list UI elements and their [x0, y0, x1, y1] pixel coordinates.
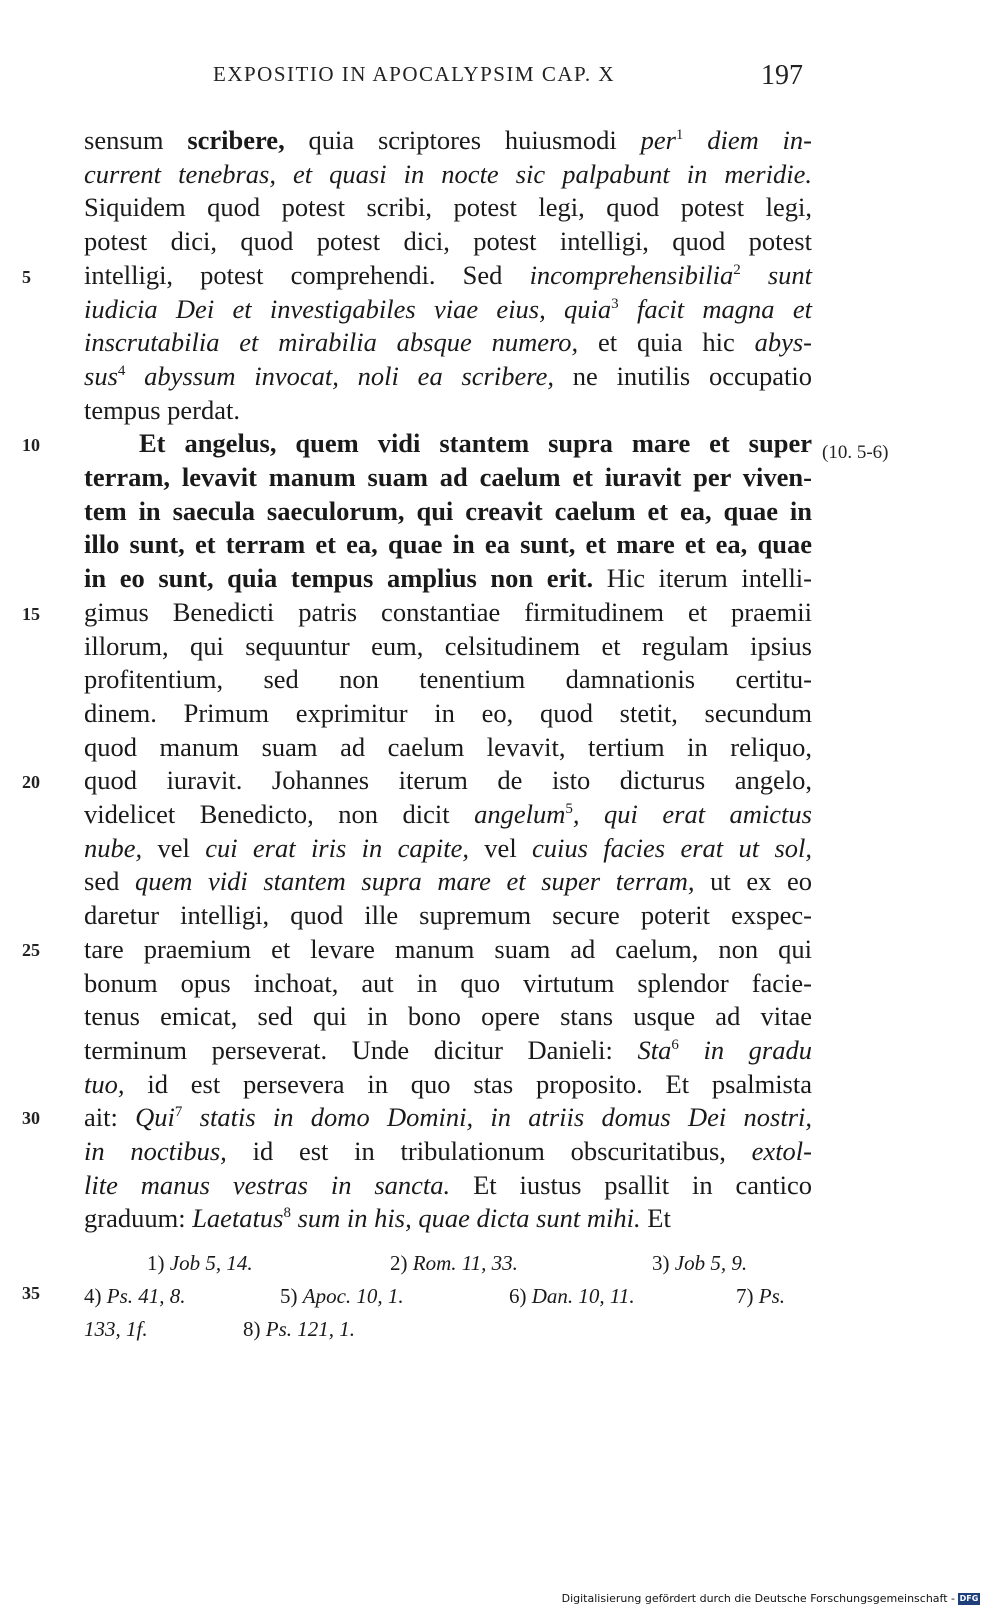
line-number: 10 [22, 435, 40, 455]
text-line [84, 561, 812, 595]
text-run: vel [142, 832, 206, 863]
line-number: 20 [22, 772, 40, 792]
text-run: daretur intelligi, quod ille supremum secure poterit exspec- [84, 900, 812, 931]
footnote: 5) Apoc. 10, 1. [280, 1284, 404, 1308]
text-run: dinem. Primum exprimitur in eo, quod stetit, secundum [84, 697, 812, 728]
text-line [84, 763, 812, 797]
text-run: Sta [637, 1034, 672, 1065]
text-line [84, 190, 812, 224]
text-run: Qui [135, 1102, 175, 1133]
text-run: vel [468, 832, 533, 863]
text-run: abys- [754, 327, 812, 358]
text-run: sus [84, 360, 118, 391]
text-run: ut ex eo [694, 866, 813, 897]
text-run: sed [84, 866, 135, 897]
text-run: current tenebras, et quasi in nocte sic palpabunt in meridie. [84, 158, 812, 189]
text-run: diem in- [683, 125, 812, 155]
text-run: Laetatus [192, 1203, 284, 1234]
text-run: scribere, [187, 125, 285, 155]
text-line [84, 595, 812, 629]
text-run: lite manus vestras in sancta. [84, 1169, 451, 1200]
text-run: tempus perdat. [84, 394, 241, 425]
text-line [84, 157, 812, 191]
footnote: 3) Job 5, 9. [652, 1251, 748, 1275]
text-run: iudicia Dei et investigabiles viae eius, quia [84, 293, 612, 324]
text-line [84, 460, 812, 494]
text-run: quia scriptores huiusmodi [284, 125, 641, 155]
text-run: Siquidem quod potest scribi, potest legi, quod potest legi, [84, 192, 812, 223]
text-line [84, 1033, 812, 1067]
text-run: Et [640, 1203, 671, 1234]
text-run: intelligi, potest comprehendi. Sed [84, 259, 530, 290]
text-line [84, 696, 812, 730]
text-run: graduum: [84, 1203, 193, 1234]
text-run: ne inutilis occupatio [553, 360, 812, 391]
text-run: Hic iterum intelli- [593, 563, 812, 594]
text-run: illo sunt, et terram et ea, quae in ea sunt, et mare et ea, quae [84, 529, 812, 560]
text-run: ait: [84, 1102, 136, 1133]
credit-text: Digitalisierung gefördert durch die Deutsche Forschungsgemeinschaft - [561, 1592, 955, 1605]
text-line [84, 1134, 812, 1168]
line-number: 30 [22, 1108, 40, 1128]
text-run: et quia hic [578, 327, 755, 358]
footnote-marker: 1 [675, 127, 684, 144]
text-run: Et iustus psallit in cantico [450, 1169, 812, 1200]
text-run: inscrutabilia et mirabilia absque numero, [84, 327, 579, 358]
text-line [84, 999, 812, 1033]
footnote-marker: 7 [174, 1104, 183, 1121]
footnote-marker: 6 [671, 1037, 679, 1054]
text-run: Et angelus, quem vidi stantem supra mare et super [139, 428, 812, 459]
text-line [84, 864, 812, 898]
footnote-marker: 2 [733, 261, 741, 278]
text-run: terminum perseverat. Unde dicitur Danieli: [84, 1034, 638, 1065]
text-line [84, 325, 812, 359]
footnote-marker: 8 [283, 1205, 291, 1222]
text-line [84, 1100, 812, 1134]
text-line [84, 123, 812, 157]
text-line [84, 932, 812, 966]
text-run: nube, [84, 832, 143, 863]
text-run: potest dici, quod potest dici, potest intelligi, quod potest [84, 226, 812, 257]
text-run: tuo, [84, 1068, 125, 1099]
text-line [84, 494, 812, 528]
text-line [84, 662, 812, 696]
page-number: 197 [761, 60, 803, 91]
text-run: cui erat iris in capite, [205, 832, 469, 863]
line-number: 35 [22, 1283, 40, 1303]
text-run: , qui erat amictus [572, 799, 812, 829]
text-line [84, 527, 812, 561]
text-run: bonum opus inchoat, aut in quo virtutum splendor facie- [84, 967, 812, 998]
text-run: quod manum suam ad caelum levavit, tertium in reliquo, [84, 731, 812, 762]
text-run: illorum, qui sequuntur eum, celsitudinem et regulam ipsius [84, 630, 812, 661]
digitization-credit [562, 1592, 980, 1605]
text-run: in gradu [678, 1034, 812, 1065]
dfg-logo: DFG [959, 1593, 979, 1603]
text-run: angelum [474, 799, 566, 829]
footnote: 6) Dan. 10, 11. [509, 1284, 635, 1308]
text-run: incomprehensibilia [529, 259, 734, 290]
footnote: 8) Ps. 121, 1. [243, 1317, 355, 1341]
text-line [84, 1168, 812, 1202]
text-run: id est in tribulationum obscuritatibus, [226, 1136, 752, 1166]
text-line [84, 224, 812, 258]
text-line [84, 258, 812, 292]
text-run: tem in saecula saeculorum, qui creavit caelum et ea, quae in [84, 495, 812, 526]
line-number: 25 [22, 940, 40, 960]
text-run: sum in his, quae dicta sunt mihi. [290, 1203, 641, 1234]
text-run: abyssum invocat, noli ea scribere, [125, 360, 554, 391]
text-line [84, 730, 812, 764]
text-run: gimus Benedicti patris constantiae firmitudinem et praemii [84, 596, 812, 627]
text-line [84, 359, 812, 393]
text-run: tenus emicat, sed qui in bono opere stans usque ad vitae [84, 1001, 812, 1032]
text-line [84, 1067, 812, 1101]
text-line [84, 1201, 812, 1235]
text-line [84, 831, 812, 865]
text-run: sunt [740, 259, 812, 290]
text-line [84, 426, 812, 460]
text-run: in noctibus, [84, 1136, 227, 1166]
footnote: 7) Ps. [736, 1284, 785, 1308]
footnote-marker: 3 [611, 295, 619, 312]
line-number: 15 [22, 604, 40, 624]
margin-reference: (10. 5-6) [822, 442, 889, 463]
text-run: per [640, 125, 676, 155]
footnote: 2) Rom. 11, 33. [390, 1251, 518, 1275]
text-run: facit magna et [618, 293, 812, 324]
text-run: tare praemium et levare manum suam ad caelum, non qui [84, 933, 812, 964]
text-run: quod iuravit. Johannes iterum de isto dicturus angelo, [84, 765, 812, 796]
text-run: profitentium, sed non tenentium damnationis certitu- [84, 664, 812, 695]
running-title: EXPOSITIO IN APOCALYPSIM CAP. X [213, 62, 616, 86]
text-line [84, 393, 812, 427]
footnote-marker: 5 [565, 801, 573, 818]
line-number: 5 [22, 267, 31, 287]
text-run: sensum [84, 125, 188, 155]
footnote-marker: 4 [117, 363, 126, 380]
text-run: statis in domo Domini, in atriis domus Dei nostri, [182, 1102, 812, 1133]
text-line [84, 797, 812, 831]
text-run: videlicet Benedicto, non dicit [84, 799, 475, 829]
text-line [84, 966, 812, 1000]
text-run: terram, levavit manum suam ad caelum et iuravit per viven- [84, 462, 812, 492]
text-run: in eo sunt, quia tempus amplius non erit. [84, 563, 594, 594]
text-run: quem vidi stantem supra mare et super terram, [134, 866, 695, 897]
text-run: cuius facies erat ut sol, [532, 832, 812, 863]
text-line [84, 292, 812, 326]
footnote: 4) Ps. 41, 8. [84, 1284, 186, 1308]
footnote: 1) Job 5, 14. [147, 1251, 253, 1275]
text-run: extol- [751, 1136, 812, 1166]
footnote: 133, 1f. [84, 1317, 148, 1341]
text-line [84, 898, 812, 932]
text-run: id est persevera in quo stas proposito. Et psalmista [124, 1068, 812, 1099]
text-line [84, 629, 812, 663]
